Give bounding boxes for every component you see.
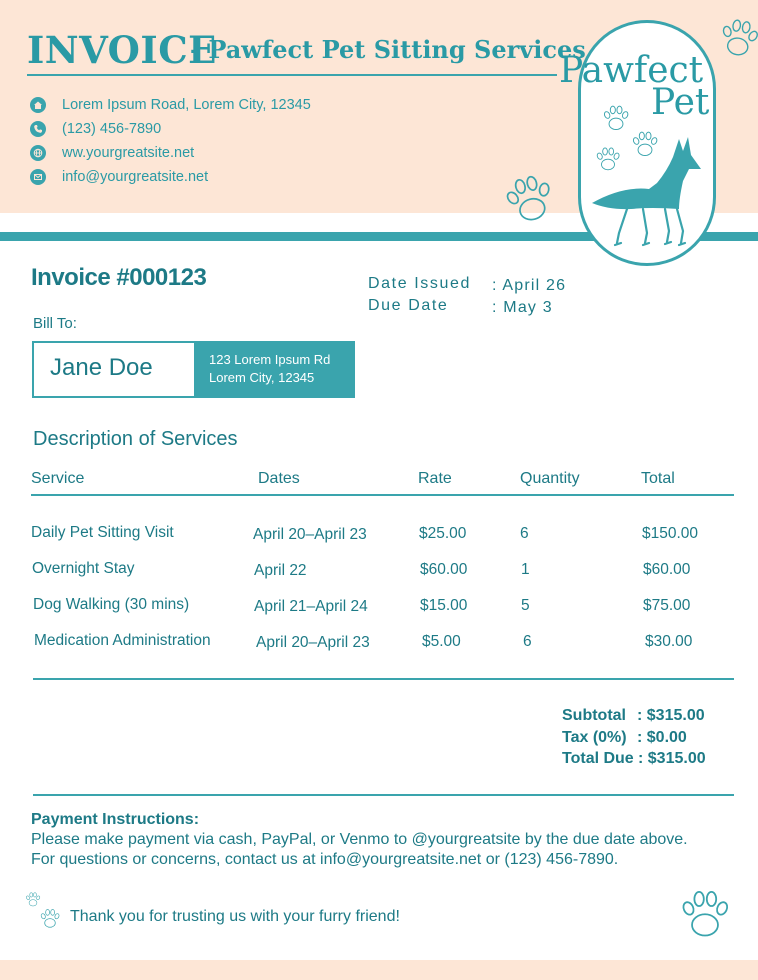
service-rate: $5.00 bbox=[422, 633, 461, 650]
customer-address-line2: Lorem City, 12345 bbox=[209, 370, 315, 385]
service-name: Dog Walking (30 mins) bbox=[33, 596, 190, 613]
service-dates: April 20–April 23 bbox=[253, 526, 367, 543]
footer-band bbox=[0, 960, 758, 980]
date-issued-label: Date Issued bbox=[368, 275, 471, 292]
paw-print-icon bbox=[675, 886, 735, 942]
contact-website-text: ww.yourgreatsite.net bbox=[62, 145, 195, 161]
contact-email-text: info@yourgreatsite.net bbox=[62, 169, 209, 185]
total-due-value: : $315.00 bbox=[638, 750, 706, 767]
table-header-divider bbox=[31, 494, 734, 496]
tax-value: : $0.00 bbox=[637, 729, 687, 746]
contact-phone-text: (123) 456-7890 bbox=[62, 121, 162, 137]
service-quantity: 5 bbox=[521, 597, 530, 614]
column-header-total: Total bbox=[641, 470, 675, 487]
service-quantity: 6 bbox=[523, 633, 532, 650]
column-header-quantity: Quantity bbox=[520, 470, 580, 487]
paw-print-icon bbox=[38, 907, 62, 930]
mail-icon bbox=[30, 169, 46, 185]
column-header-rate: Rate bbox=[418, 470, 452, 487]
thank-you-message: Thank you for trusting us with your furry friend! bbox=[70, 908, 400, 925]
phone-icon bbox=[30, 121, 46, 137]
service-total: $30.00 bbox=[645, 633, 693, 650]
customer-address-line1: 123 Lorem Ipsum Rd bbox=[209, 352, 331, 367]
table-bottom-divider bbox=[33, 678, 734, 680]
column-header-service: Service bbox=[31, 470, 85, 487]
contact-address bbox=[30, 97, 311, 113]
bill-to-box bbox=[32, 341, 353, 398]
payment-instructions-title: Payment Instructions: bbox=[31, 811, 200, 828]
business-name: - Pawfect Pet Sitting Services bbox=[190, 35, 586, 64]
service-rate: $25.00 bbox=[419, 525, 467, 542]
service-name: Overnight Stay bbox=[32, 560, 135, 577]
service-quantity: 6 bbox=[520, 525, 529, 542]
customer-name: Jane Doe bbox=[50, 354, 153, 381]
home-icon bbox=[30, 97, 46, 113]
date-issued-value: : April 26 bbox=[492, 277, 567, 294]
service-name: Medication Administration bbox=[34, 632, 211, 649]
service-total: $60.00 bbox=[643, 561, 691, 578]
service-name: Daily Pet Sitting Visit bbox=[31, 524, 174, 541]
payment-instructions-line: For questions or concerns, contact us at info@yourgreatsite.net or (123) 456-7890. bbox=[31, 851, 619, 868]
totals-divider bbox=[33, 794, 734, 796]
contact-website bbox=[30, 145, 194, 161]
paw-print-icon bbox=[501, 172, 559, 226]
dog-illustration-icon bbox=[587, 121, 711, 251]
subtotal-label: Subtotal bbox=[562, 707, 626, 724]
column-header-dates: Dates bbox=[258, 470, 300, 487]
invoice-title: INVOICE bbox=[27, 28, 217, 72]
invoice-number: Invoice #000123 bbox=[31, 264, 207, 291]
paw-print-icon bbox=[716, 10, 758, 66]
paw-print-icon bbox=[24, 891, 42, 908]
logo-word-pawfect: Pawfect bbox=[559, 50, 704, 91]
payment-instructions-line: Please make payment via cash, PayPal, or Venmo to @yourgreatsite by the due date above. bbox=[31, 831, 688, 848]
service-dates: April 20–April 23 bbox=[256, 634, 370, 651]
customer-address bbox=[194, 341, 355, 398]
service-dates: April 22 bbox=[254, 562, 307, 579]
service-rate: $15.00 bbox=[420, 597, 468, 614]
subtotal-value: : $315.00 bbox=[637, 707, 705, 724]
contact-address-text: Lorem Ipsum Road, Lorem City, 12345 bbox=[62, 97, 311, 113]
service-rate: $60.00 bbox=[420, 561, 468, 578]
globe-icon bbox=[30, 145, 46, 161]
due-date-value: : May 3 bbox=[492, 299, 553, 316]
service-total: $75.00 bbox=[643, 597, 691, 614]
logo-word-pet: Pet bbox=[651, 82, 710, 123]
total-due-label: Total Due bbox=[562, 750, 634, 767]
services-title: Description of Services bbox=[33, 428, 238, 450]
title-divider bbox=[27, 74, 557, 76]
due-date-label: Due Date bbox=[368, 297, 449, 314]
service-total: $150.00 bbox=[642, 525, 699, 542]
brand-logo bbox=[559, 20, 716, 266]
bill-to-label: Bill To: bbox=[33, 315, 77, 332]
service-quantity: 1 bbox=[521, 561, 530, 578]
tax-label: Tax (0%) bbox=[562, 729, 627, 746]
contact-phone bbox=[30, 121, 161, 137]
contact-email bbox=[30, 169, 208, 185]
service-dates: April 21–April 24 bbox=[254, 598, 368, 615]
